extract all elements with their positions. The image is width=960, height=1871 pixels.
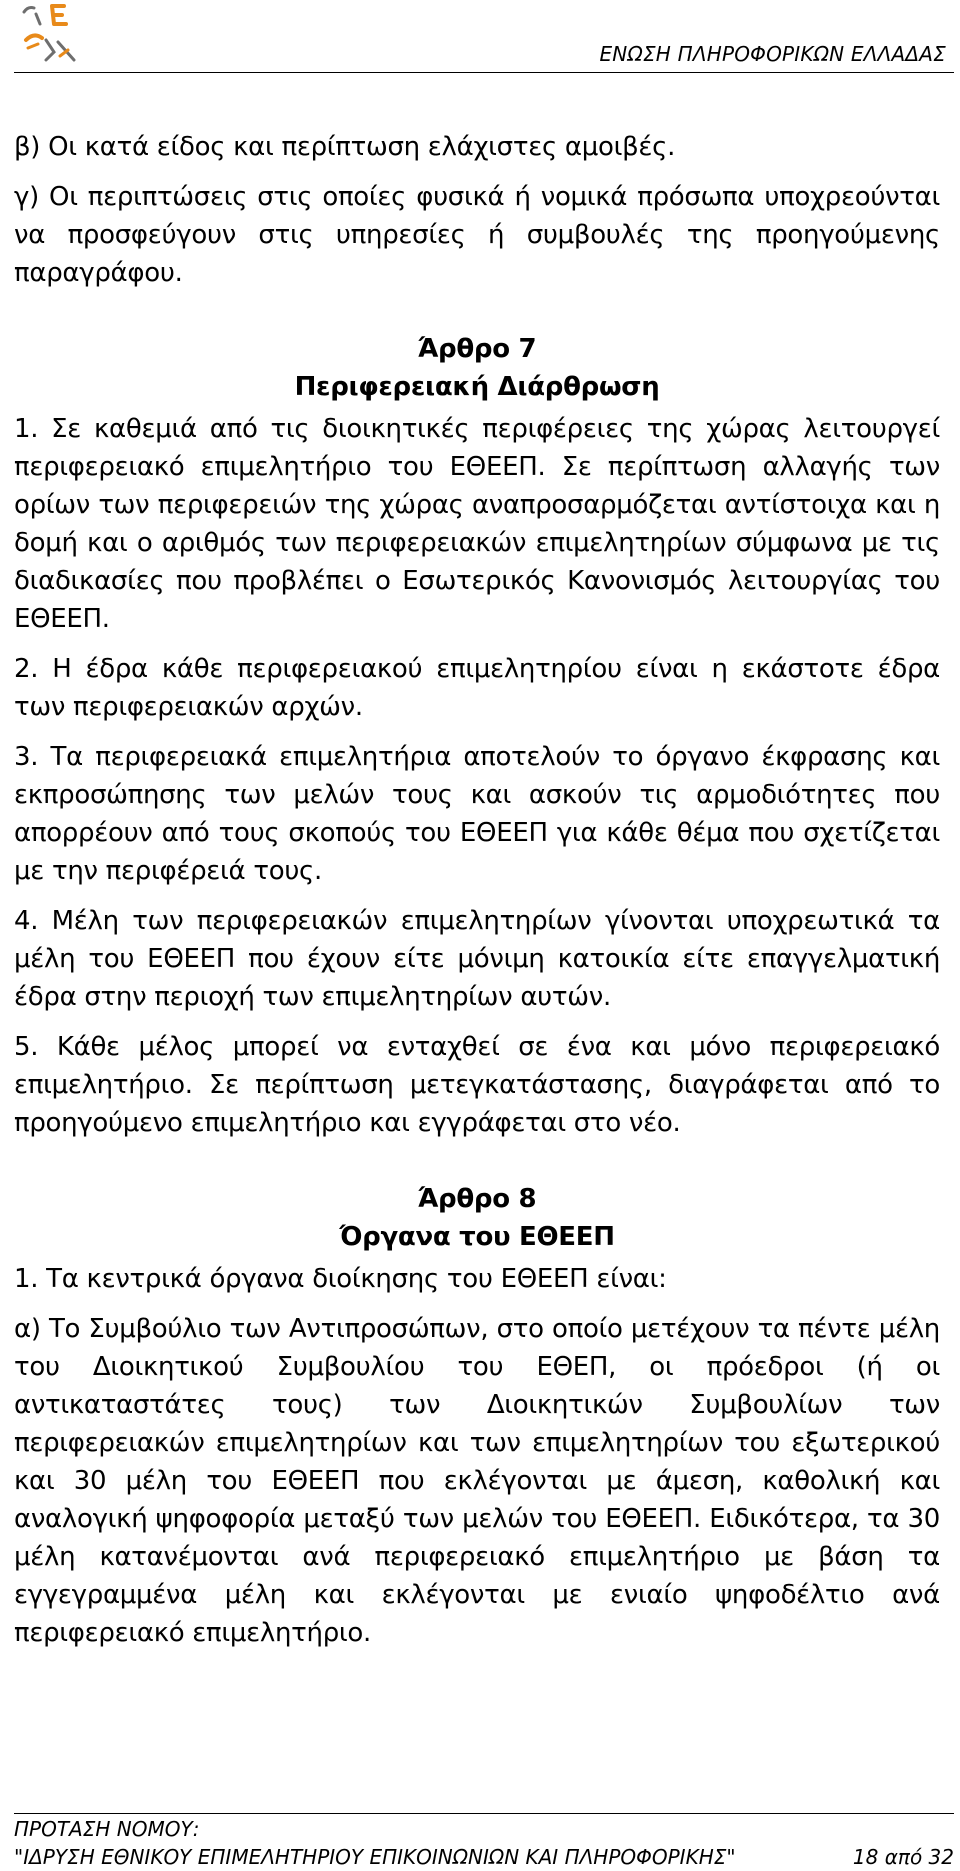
document-body [14,128,940,1664]
article-8-paragraph-a: α) Το Συμβούλιο των Αντιπροσώπων, στο οποίο μετέχουν τα πέντε μέλη του Διοικητικού Συμβουλίου του ΕΘΕΠ, οι πρόεδροι (ή οι αντικαταστάτες τους) των Διοικητικών Συμβουλίων των περιφερειακών επιμελητηρίων και των επιμελητηρίων του εξωτερικού και 30 μέλη του ΕΘΕΕΠ που εκλέγονται με άμεση, καθολική και αναλογική ψηφοφορία μεταξύ των μελών του ΕΘΕΕΠ. Ειδικότερα, τα 30 μέλη κατανέμονται ανά περιφερειακό επιμελητήριο με βάση τα εγγεγραμμένα μέλη και εκλέγονται με ενιαίο ψηφοδέλτιο ανά περιφερειακό επιμελητήριο. [14,1314,940,1648]
paragraph-b: β) Οι κατά είδος και περίπτωση ελάχιστες αμοιβές. [14,132,676,162]
page-footer [14,1813,954,1871]
article-7-number: Άρθρο 7 [417,334,537,364]
article-7-paragraph-3: 3. Τα περιφερειακά επιμελητήρια αποτελούν το όργανο έκφρασης και εκπροσώπησης των μελών τους και ασκούν τις αρμοδιότητες που απορρέουν από τους σκοπούς του ΕΘΕΕΠ για κάθε θέμα που σχετίζεται με την περιφέρειά τους. [14,742,940,886]
page-header [14,0,954,73]
article-7-paragraph-2: 2. Η έδρα κάθε περιφερειακού επιμελητηρίου είναι η εκάστοτε έδρα των περιφερειακών αρχών. [14,654,940,722]
article-7-paragraph-5: 5. Κάθε μέλος μπορεί να ενταχθεί σε ένα και μόνο περιφερειακό επιμελητήριο. Σε περίπτωση μετεγκατάστασης, διαγράφεται από το προηγούμενο επιμελητήριο και εγγράφεται στο νέο. [14,1032,940,1138]
article-7-paragraph-4: 4. Μέλη των περιφερειακών επιμελητηρίων γίνονται υποχρεωτικά τα μέλη του ΕΘΕΕΠ που έχουν είτε μόνιμη κατοικία είτε επαγγελματική έδρα στην περιοχή των επιμελητηρίων αυτών. [14,906,940,1012]
article-7-title: Περιφερειακή Διάρθρωση [294,372,660,402]
footer-proposal-label: ΠΡΟΤΑΣΗ ΝΟΜΟΥ: [14,1817,200,1841]
footer-row [14,1843,954,1871]
article-8-paragraph-1: 1. Τα κεντρικά όργανα διοίκησης του ΕΘΕΕΠ είναι: [14,1264,667,1294]
epe-logo-icon [16,0,88,70]
article-8-number: Άρθρο 8 [417,1184,537,1214]
article-7-paragraph-1: 1. Σε καθεμιά από τις διοικητικές περιφέρειες της χώρας λειτουργεί περιφερειακό επιμελητήριο του ΕΘΕΕΠ. Σε περίπτωση αλλαγής των ορίων των περιφερειών της χώρας αναπροσαρμόζεται αντίστοιχα και η δομή και ο αριθμός των περιφερειακών επιμελητηρίων σύμφωνα με τις διαδικασίες που προβλέπει ο Εσωτερικός Κανονισμός λειτουργίας του ΕΘΕΕΠ. [14,414,940,634]
article-8-heading [14,1180,940,1256]
paragraph-c: γ) Οι περιπτώσεις στις οποίες φυσικά ή νομικά πρόσωπα υποχρεούνται να προσφεύγουν στις υπηρεσίες ή συμβουλές της προηγούμενης παραγράφου. [14,182,940,288]
article-8-title: Όργανα του ΕΘΕΕΠ [339,1222,615,1252]
article-7-heading [14,330,940,406]
header-title: ΕΝΩΣΗ ΠΛΗΡΟΦΟΡΙΚΩΝ ΕΛΛΑΔΑΣ [599,42,946,66]
page-number: 18 από 32 [852,1845,954,1869]
footer-law-title: "ΙΔΡΥΣΗ ΕΘΝΙΚΟΥ ΕΠΙΜΕΛΗΤΗΡΙΟΥ ΕΠΙΚΟΙΝΩΝΙΩΝ ΚΑΙ ΠΛΗΡΟΦΟΡΙΚΗΣ" [14,1845,736,1869]
